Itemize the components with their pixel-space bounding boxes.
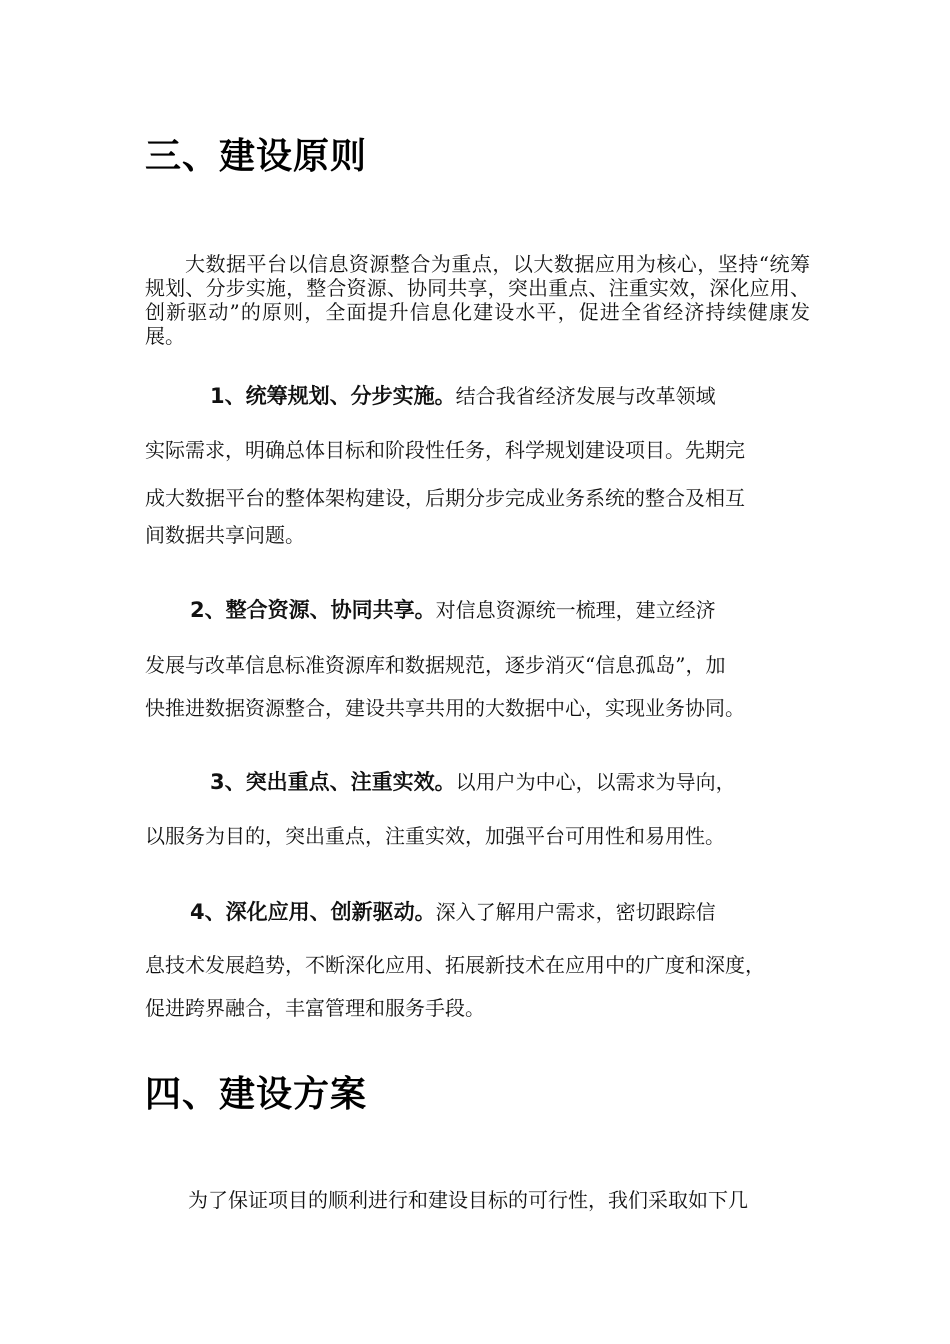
principle-2-title: 2、整合资源、协同共享。 xyxy=(190,598,436,622)
principle-4-title: 4、深化应用、创新驱动。 xyxy=(190,900,436,924)
principle-4-line: 息技术发展趋势，不断深化应用、拓展新技术在应用中的广度和深度， xyxy=(145,953,765,977)
principle-1-title: 1、统筹规划、分步实施。 xyxy=(210,384,456,408)
intro-paragraph: 大数据平台以信息资源整合为重点，以大数据应用为核心，坚持“统筹规划、分步实施，整合资源、协同共享，突出重点、注重实效，深化应用、创新驱动”的原则，全面提升信息化建设水平，促进全省经济持续健康发展。 xyxy=(145,252,810,348)
principle-1-line: 实际需求，明确总体目标和阶段性任务，科学规划建设项目。先期完 xyxy=(145,438,745,462)
principle-3-line: 以服务为目的，突出重点，注重实效，加强平台可用性和易用性。 xyxy=(145,824,725,848)
principle-1-line: 间数据共享问题。 xyxy=(145,523,305,547)
principle-4-line: 促进跨界融合，丰富管理和服务手段。 xyxy=(145,996,485,1020)
principle-3-text-start: 以用户为中心，以需求为导向， xyxy=(455,770,736,794)
principle-2-line: 发展与改革信息标准资源库和数据规范，逐步消灭“信息孤岛”，加 xyxy=(145,653,726,677)
principle-2-line: 快推进数据资源整合，建设共享共用的大数据中心，实现业务协同。 xyxy=(145,696,745,720)
principle-1-text-start: 结合我省经济发展与改革领域 xyxy=(455,384,716,408)
principle-1-line: 成大数据平台的整体架构建设，后期分步完成业务系统的整合及相互 xyxy=(145,486,745,510)
principle-4-first-line xyxy=(190,898,716,926)
section-heading-plan: 四、建设方案 xyxy=(145,1074,368,1115)
section-heading-principles: 三、建设原则 xyxy=(145,136,368,177)
principle-4-text-start: 深入了解用户需求，密切跟踪信 xyxy=(435,900,716,924)
principle-1-first-line xyxy=(210,382,716,410)
plan-paragraph: 为了保证项目的顺利进行和建设目标的可行性，我们采取如下几 xyxy=(188,1188,748,1212)
principle-2-first-line xyxy=(190,596,716,624)
principle-2-text-start: 对信息资源统一梳理，建立经济 xyxy=(435,598,716,622)
principle-3-title: 3、突出重点、注重实效。 xyxy=(210,770,456,794)
principle-3-first-line xyxy=(210,768,736,796)
